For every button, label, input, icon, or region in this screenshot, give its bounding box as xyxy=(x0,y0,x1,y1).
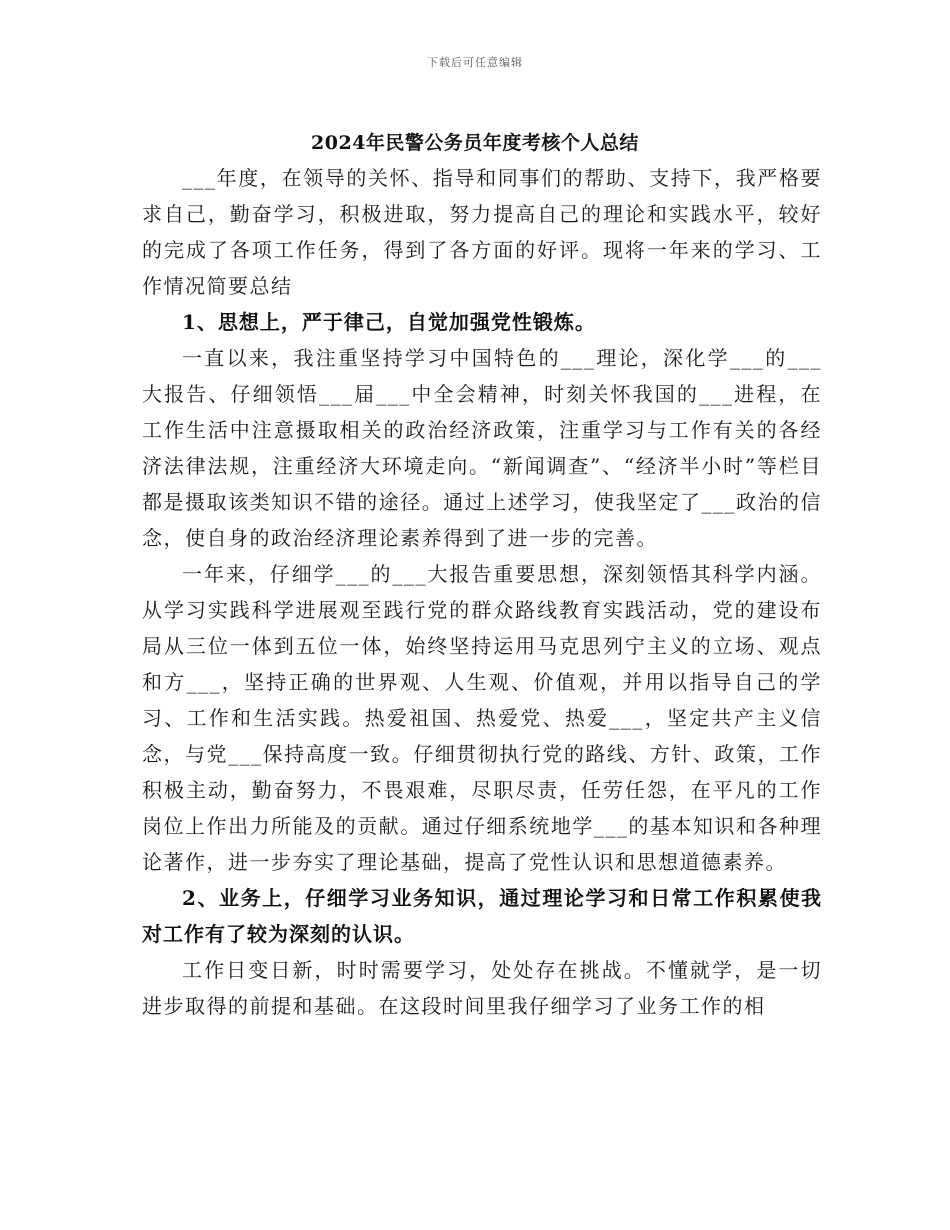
document-body xyxy=(142,160,822,1024)
section-heading-business: 2、业务上，仔细学习业务知识，通过理论学习和日常工作积累使我对工作有了较为深刻的认识。 xyxy=(142,886,822,946)
page-header-note: 下载后可任意编辑 xyxy=(427,56,523,69)
document-title: 2024年民警公务员年度考核个人总结 xyxy=(311,132,639,154)
ideology-paragraph-1: 一直以来，我注重坚持学习中国特色的___理论，深化学___的___大报告、仔细领悟___届___中全会精神，时刻关怀我国的___进程，在工作生活中注意摄取相关的政治经济政策，注重学习与工作有关的各经济法律法规，注重经济大环境走向。“新闻调查”、“经济半小时”等栏目都是摄取该类知识不错的途径。通过上述学习，使我坚定了___政治的信念，使自身的政治经济理论素养得到了进一步的完善。 xyxy=(142,346,822,550)
ideology-paragraph-2: 一年来，仔细学___的___大报告重要思想，深刻领悟其科学内涵。从学习实践科学进展观至践行党的群众路线教育实践活动，党的建设布局从三位一体到五位一体，始终坚持运用马克思列宁主义的立场、观点和方___，坚持正确的世界观、人生观、价值观，并用以指导自己的学习、工作和生活实践。热爱祖国、热爱党、热爱___，坚定共产主义信念，与党___保持高度一致。仔细贯彻执行党的路线、方针、政策，工作积极主动，勤奋努力，不畏艰难，尽职尽责，任劳任怨，在平凡的工作岗位上作出力所能及的贡献。通过仔细系统地学___的基本知识和各种理论著作，进一步夯实了理论基础，提高了党性认识和思想道德素养。 xyxy=(142,562,822,874)
intro-paragraph: ___年度，在领导的关怀、指导和同事们的帮助、支持下，我严格要求自己，勤奋学习，积极进取，努力提高自己的理论和实践水平，较好的完成了各项工作任务，得到了各方面的好评。现将一年来的学习、工作情况简要总结 xyxy=(142,166,822,298)
business-paragraph-1: 工作日变日新，时时需要学习，处处存在挑战。不懂就学，是一切进步取得的前提和基础。在这段时间里我仔细学习了业务工作的相 xyxy=(142,958,822,1018)
section-heading-ideology: 1、思想上，严于律己，自觉加强党性锻炼。 xyxy=(182,310,596,334)
